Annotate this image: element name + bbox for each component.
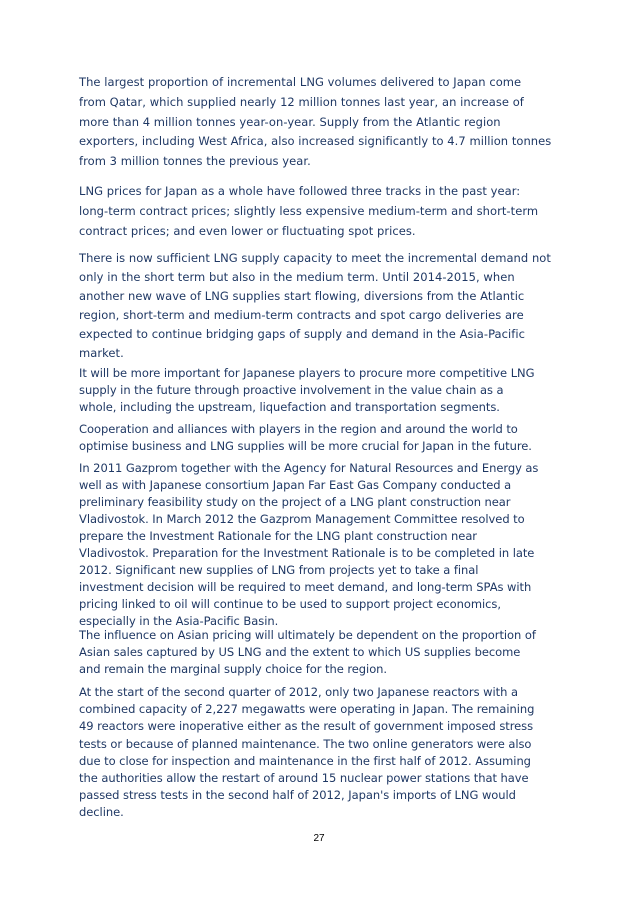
- paragraph-asian-pricing: The influence on Asian pricing will ultimately be dependent on the proportion of Asian sales captured by US LNG and the extent to which US supplies become and remain the marginal supply choice for the region.: [79, 628, 536, 677]
- paragraph-lng-prices: LNG prices for Japan as a whole have followed three tracks in the past year: long-term contract prices; slightly less expensive medium-term and short-term contract prices; and even lower or fluctuating spot prices.: [79, 184, 539, 238]
- paragraph-procurement: It will be more important for Japanese players to procure more competitive LNG supply in the future through proactive involvement in the value chain as a whole, including the upstream, liquefaction and transportation segments.: [79, 366, 535, 415]
- paragraph-gazprom: In 2011 Gazprom together with the Agency for Natural Resources and Energy as well as with Japanese consortium Japan Far East Gas Company conducted a preliminary feasibility study on the project of a LNG plant construction near Vladivostok. In March 2012 the Gazprom Management Committee resolved to prepare the Investment Rationale for the LNG plant construction near Vladivostok. Preparation for the Investment Rationale is to be completed in late 2012. Significant new supplies of LNG from projects yet to take a final investment decision will be required to meet demand, and long-term SPAs with pricing linked to oil will continue to be used to support project economics, especially in the Asia-Pacific Basin.: [79, 461, 539, 628]
- paragraph-qatar-supply: The largest proportion of incremental LNG volumes delivered to Japan come from Qatar, which supplied nearly 12 million tonnes last year, an increase of more than 4 million tonnes year-on-year. Supply from the Atlantic region exporters, including West Africa, also increased significantly to 4.7 million tonnes from 3 million tonnes the previous year.: [79, 75, 552, 169]
- paragraph-nuclear-reactors: At the start of the second quarter of 2012, only two Japanese reactors with a combined capacity of 2,227 megawatts were operating in Japan. The remaining 49 reactors were inoperative either as the result of government imposed stress tests or because of planned maintenance. The two online generators were also due to close for inspection and maintenance in the first half of 2012. Assuming the authorities allow the restart of around 15 nuclear power stations that have passed stress tests in the second half of 2012, Japan's imports of LNG would decline.: [79, 685, 535, 820]
- page-number: 27: [313, 833, 325, 844]
- paragraph-cooperation: Cooperation and alliances with players in the region and around the world to optimise business and LNG supplies will be more crucial for Japan in the future.: [79, 422, 532, 454]
- paragraph-supply-capacity: There is now sufficient LNG supply capacity to meet the incremental demand not only in the short term but also in the medium term. Until 2014-2015, when another new wave of LNG supplies start flowing, diversions from the Atlantic region, short-term and medium-term contracts and spot cargo deliveries are expected to continue bridging gaps of supply and demand in the Asia-Pacific market.: [79, 251, 551, 360]
